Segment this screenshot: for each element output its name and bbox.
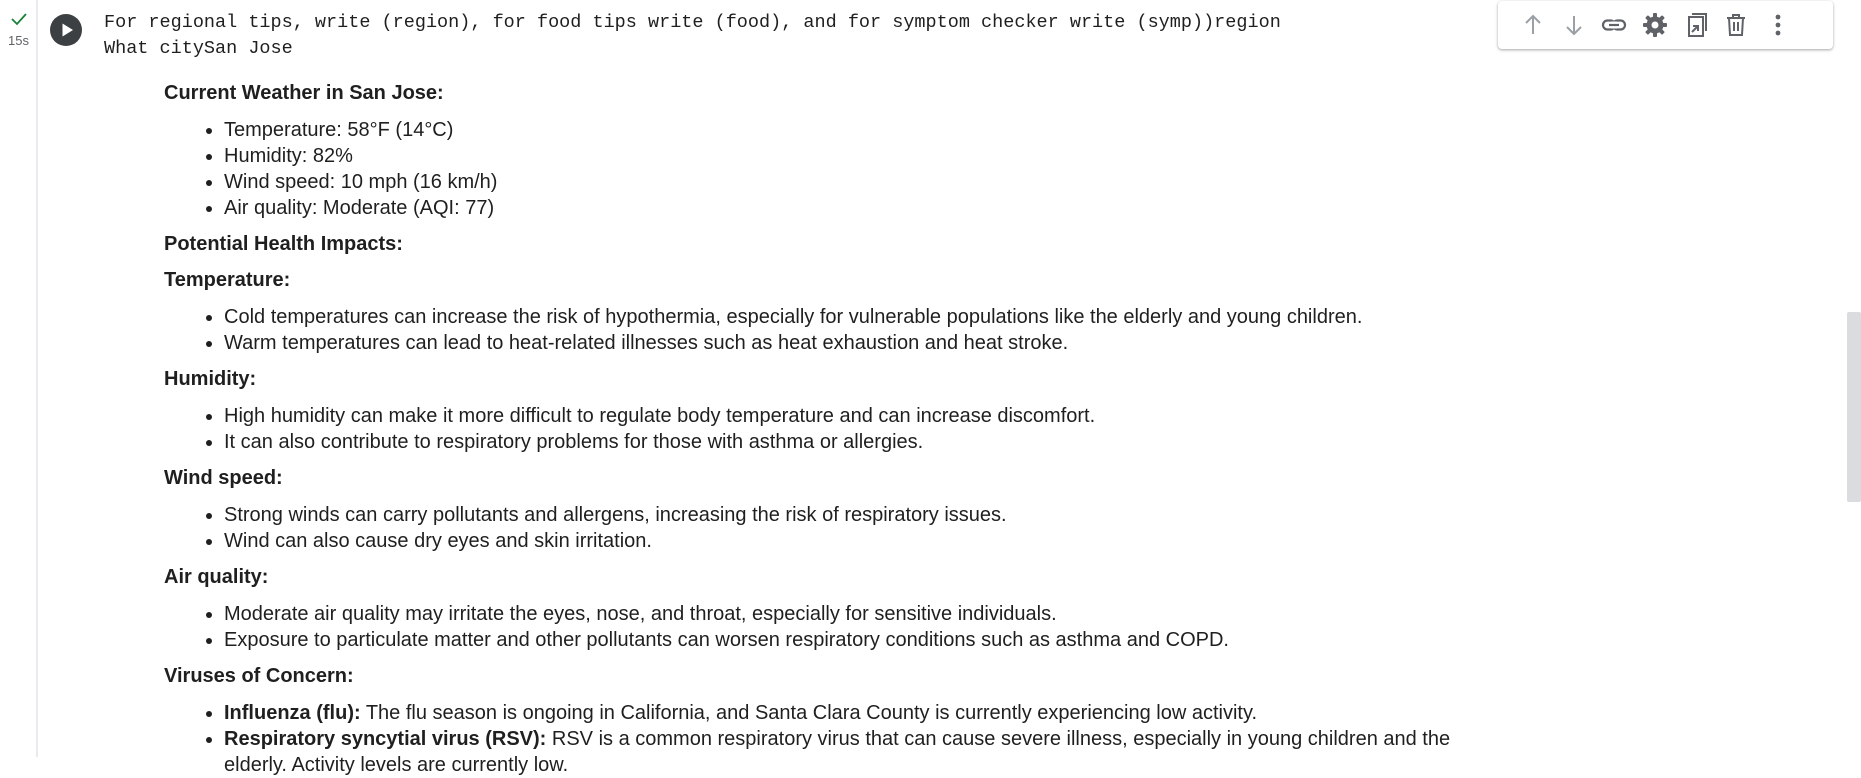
copy-link-button[interactable] bbox=[1598, 9, 1630, 41]
more-actions-button[interactable] bbox=[1762, 9, 1794, 41]
humidity-list bbox=[164, 403, 1544, 455]
list-item: • Air quality: Moderate (AQI: 77) bbox=[224, 195, 1544, 221]
virus-text: RSV is a common respiratory virus that can cause severe illness, especially in young children and the elderly. Activity levels are currently low. bbox=[224, 728, 1451, 776]
gear-icon bbox=[1639, 9, 1671, 41]
cell-stdout bbox=[104, 10, 1281, 62]
temperature-list bbox=[164, 304, 1544, 356]
humidity-heading: Humidity: bbox=[164, 368, 257, 390]
viruses-list bbox=[164, 700, 1514, 778]
weather-list bbox=[164, 117, 1544, 221]
temperature-heading: Temperature: bbox=[164, 269, 291, 291]
list-item: • Warm temperatures can lead to heat-related illnesses such as heat exhaustion and heat stroke. bbox=[224, 330, 1544, 356]
list-item bbox=[224, 700, 1514, 726]
more-vert-icon bbox=[1762, 9, 1794, 41]
virus-text: The flu season is ongoing in California, and Santa Clara County is currently experiencing low activity. bbox=[360, 702, 1258, 724]
cell-border bbox=[36, 0, 38, 757]
delete-cell-button[interactable] bbox=[1720, 9, 1752, 41]
scrollbar-thumb[interactable] bbox=[1847, 312, 1861, 502]
move-cell-down-button[interactable] bbox=[1558, 9, 1590, 41]
list-item: • It can also contribute to respiratory problems for those with asthma or allergies. bbox=[224, 429, 1544, 455]
wind-list bbox=[164, 502, 1544, 554]
list-item: • Strong winds can carry pollutants and allergens, increasing the risk of respiratory issues. bbox=[224, 502, 1544, 528]
list-item: • Wind can also cause dry eyes and skin irritation. bbox=[224, 528, 1544, 554]
arrow-up-icon bbox=[1517, 9, 1549, 41]
list-item: • Exposure to particulate matter and other pollutants can worsen respiratory conditions such as asthma and COPD. bbox=[224, 627, 1544, 653]
weather-heading: Current Weather in San Jose: bbox=[164, 82, 444, 104]
list-item: • Humidity: 82% bbox=[224, 143, 1544, 169]
list-item: • Wind speed: 10 mph (16 km/h) bbox=[224, 169, 1544, 195]
stdout-line: What citySan Jose bbox=[104, 38, 293, 59]
move-cell-up-button[interactable] bbox=[1517, 9, 1549, 41]
execution-time: 15s bbox=[8, 33, 29, 48]
wind-heading: Wind speed: bbox=[164, 467, 283, 489]
viruses-heading: Viruses of Concern: bbox=[164, 665, 354, 687]
list-item: • Moderate air quality may irritate the eyes, nose, and throat, especially for sensitive individuals. bbox=[224, 601, 1544, 627]
stdout-line: For regional tips, write (region), for food tips write (food), and for symptom checker write (symp))region bbox=[104, 12, 1281, 33]
virus-term: Influenza (flu): bbox=[224, 702, 361, 724]
air-quality-heading: Air quality: bbox=[164, 566, 269, 588]
cell-output-markdown bbox=[164, 82, 1544, 778]
list-item bbox=[224, 726, 1514, 778]
run-cell-button[interactable] bbox=[50, 14, 82, 46]
list-item: • Cold temperatures can increase the risk of hypothermia, especially for vulnerable populations like the elderly and young children. bbox=[224, 304, 1544, 330]
list-item: • Temperature: 58°F (14°C) bbox=[224, 117, 1544, 143]
cell-toolbar bbox=[1498, 1, 1833, 49]
trash-icon bbox=[1720, 9, 1752, 41]
virus-term: Respiratory syncytial virus (RSV): bbox=[224, 728, 547, 750]
list-item: • High humidity can make it more difficult to regulate body temperature and can increase discomfort. bbox=[224, 403, 1544, 429]
mirror-cell-button[interactable] bbox=[1679, 9, 1711, 41]
check-icon bbox=[11, 12, 27, 26]
mirror-cell-icon bbox=[1679, 9, 1711, 41]
play-icon bbox=[50, 14, 82, 46]
cell-gutter bbox=[0, 0, 36, 757]
arrow-down-icon bbox=[1558, 9, 1590, 41]
link-icon bbox=[1598, 9, 1630, 41]
air-quality-list bbox=[164, 601, 1544, 653]
impacts-heading: Potential Health Impacts: bbox=[164, 233, 403, 255]
cell-settings-button[interactable] bbox=[1639, 9, 1671, 41]
